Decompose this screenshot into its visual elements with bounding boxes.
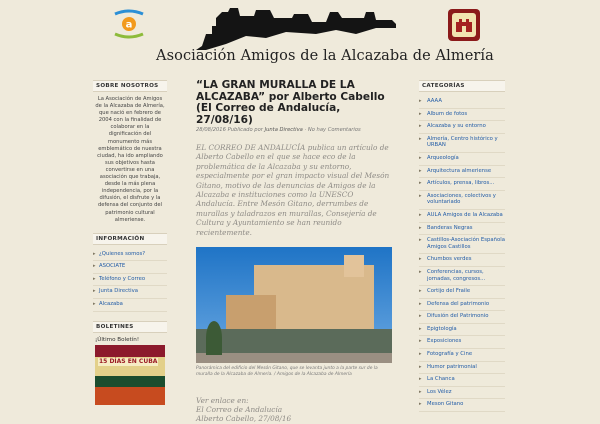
see-also-source-link[interactable]: El Correo de Andalucía xyxy=(196,405,283,415)
info-heading: INFORMACIÓN xyxy=(93,233,167,245)
category-link[interactable]: ▸ Artículos, prensa, libros... xyxy=(419,178,505,191)
categories-list xyxy=(419,96,505,412)
site-title[interactable]: Asociación Amigos de la Alcazaba de Almería xyxy=(156,48,494,64)
info-box xyxy=(93,233,167,312)
left-sidebar xyxy=(93,80,167,414)
category-link[interactable]: ▸ Banderas Negras xyxy=(419,223,505,236)
site-header xyxy=(0,0,600,78)
post-date: 28/08/2016 xyxy=(196,127,226,133)
info-link-telefono-correo[interactable]: ▸ Teléfono y Correo xyxy=(93,274,167,287)
post-lead: EL CORREO DE ANDALUCÍA publica un artículo de Alberto Cabello en el que se hace eco de la problemática de la Alcazaba y su entorno, especialmente por el gran impacto visual del Mesón Gitano, motivo de las denuncias de Amigos de la Alcazaba e instituciones como la UNESCO Andalucía. Entre Mesón Gitano, derrumbes de murallas y taladrazos en murallas, Consejería de Cultura y Ayuntamiento se han reunido recientemente. xyxy=(196,143,390,237)
category-link[interactable]: ▸ La Chanca xyxy=(419,374,505,387)
post-meta xyxy=(196,127,392,133)
bulletins-text: ¡Último Boletín! xyxy=(95,336,140,343)
see-also-label: Ver enlace en: xyxy=(196,396,249,406)
photo-caption: Panorámica del edificio del Mesón Gitano, que se levanta junto a la parte sur de la muralla de la Alcazaba de Almería. / Amigos de la Alcazaba de Almería xyxy=(196,366,378,377)
see-also xyxy=(196,397,392,423)
category-link[interactable]: ▸ Humor patrimonial xyxy=(419,362,505,375)
main-content xyxy=(196,80,392,424)
bulletins-box xyxy=(93,321,167,405)
category-link[interactable]: ▸ Almería, Centro histórico y URBAN xyxy=(419,134,505,153)
category-link[interactable]: ▸ Meson Gitano xyxy=(419,399,505,412)
category-link[interactable]: ▸ Fotografía y Cine xyxy=(419,349,505,362)
category-link[interactable]: ▸ Album de fotos xyxy=(419,109,505,122)
info-link-alcazaba[interactable]: ▸ Alcazaba xyxy=(93,299,167,312)
category-link[interactable]: ▸ AULA Amigos de la Alcazaba xyxy=(419,210,505,223)
category-link[interactable]: ▸ Chumbos verdes xyxy=(419,254,505,267)
logo-letter: a xyxy=(125,19,133,31)
photo-street xyxy=(196,353,392,363)
post-author-link[interactable]: Junta Directiva xyxy=(264,127,303,133)
post-photo[interactable] xyxy=(196,247,392,363)
category-link[interactable]: ▸ Arqueología xyxy=(419,153,505,166)
alcazaba-silhouette-icon xyxy=(196,4,396,52)
category-link[interactable]: ▸ Cortijo del Fraile xyxy=(419,286,505,299)
about-heading: SOBRE NOSOTROS xyxy=(93,80,167,92)
bulletins-heading: BOLETINES xyxy=(93,321,167,333)
category-link[interactable]: ▸ Asociaciones, colectivos y voluntariado xyxy=(419,191,505,210)
poster-text: 15 DÍAS EN CUBA xyxy=(99,357,158,365)
category-link[interactable]: ▸ Epigtología xyxy=(419,324,505,337)
info-link-junta-directiva[interactable]: ▸ Junta Directiva xyxy=(93,286,167,299)
association-logo-icon[interactable] xyxy=(112,10,146,38)
category-link[interactable]: ▸ Alcazaba y su entorno xyxy=(419,121,505,134)
category-link[interactable]: ▸ Los Vélez xyxy=(419,387,505,400)
category-link[interactable]: ▸ Exposiciones xyxy=(419,336,505,349)
post-meta-label: Publicado por xyxy=(227,127,263,133)
post-comments-link[interactable]: · No hay Comentarios xyxy=(304,127,361,133)
info-link-quienes-somos[interactable]: ▸ ¿Quienes somos? xyxy=(93,249,167,262)
category-link[interactable]: ▸ Arquitectura almeriense xyxy=(419,166,505,179)
right-sidebar xyxy=(419,80,505,412)
photo-tree xyxy=(206,321,222,355)
category-link[interactable]: ▸ Castillos-Asociación Española Amigos Castillos xyxy=(419,235,505,254)
category-link[interactable]: ▸ Difusión del Patrimonio xyxy=(419,311,505,324)
post-title[interactable]: “LA GRAN MURALLA DE LA ALCAZABA” por Alberto Cabello (El Correo de Andalucía, 27/08/16) xyxy=(196,79,385,126)
coat-of-arms-icon xyxy=(447,8,481,42)
bulletin-poster[interactable] xyxy=(95,345,165,405)
photo-tower xyxy=(344,255,364,277)
category-link[interactable]: ▸ Defensa del patrimonio xyxy=(419,299,505,312)
info-link-asociate[interactable]: ▸ ASOCIATE xyxy=(93,261,167,274)
info-list xyxy=(93,249,167,312)
category-link[interactable]: ▸ Conferencias, cursos, jornadas, congresos... xyxy=(419,267,505,286)
see-also-author: Alberto Cabello, 27/08/16 xyxy=(196,413,292,423)
category-link[interactable]: ▸ AAAA xyxy=(419,96,505,109)
categories-heading: CATEGORÍAS xyxy=(419,80,505,92)
about-text: La Asociación de Amigos de la Alcazaba de Almería, que nació en febrero de 2004 con la finalidad de colaborar en la dignificación del monumento más emblemático de nuestra ciudad, ha ido ampliando sus objetivos hasta convertirse en una asociación que trabaja, desde la más plena independencia, por la difusión, el disfrute y la defensa del conjunto del patrimonio cultural almeriense. xyxy=(95,96,165,223)
about-box xyxy=(93,80,167,224)
